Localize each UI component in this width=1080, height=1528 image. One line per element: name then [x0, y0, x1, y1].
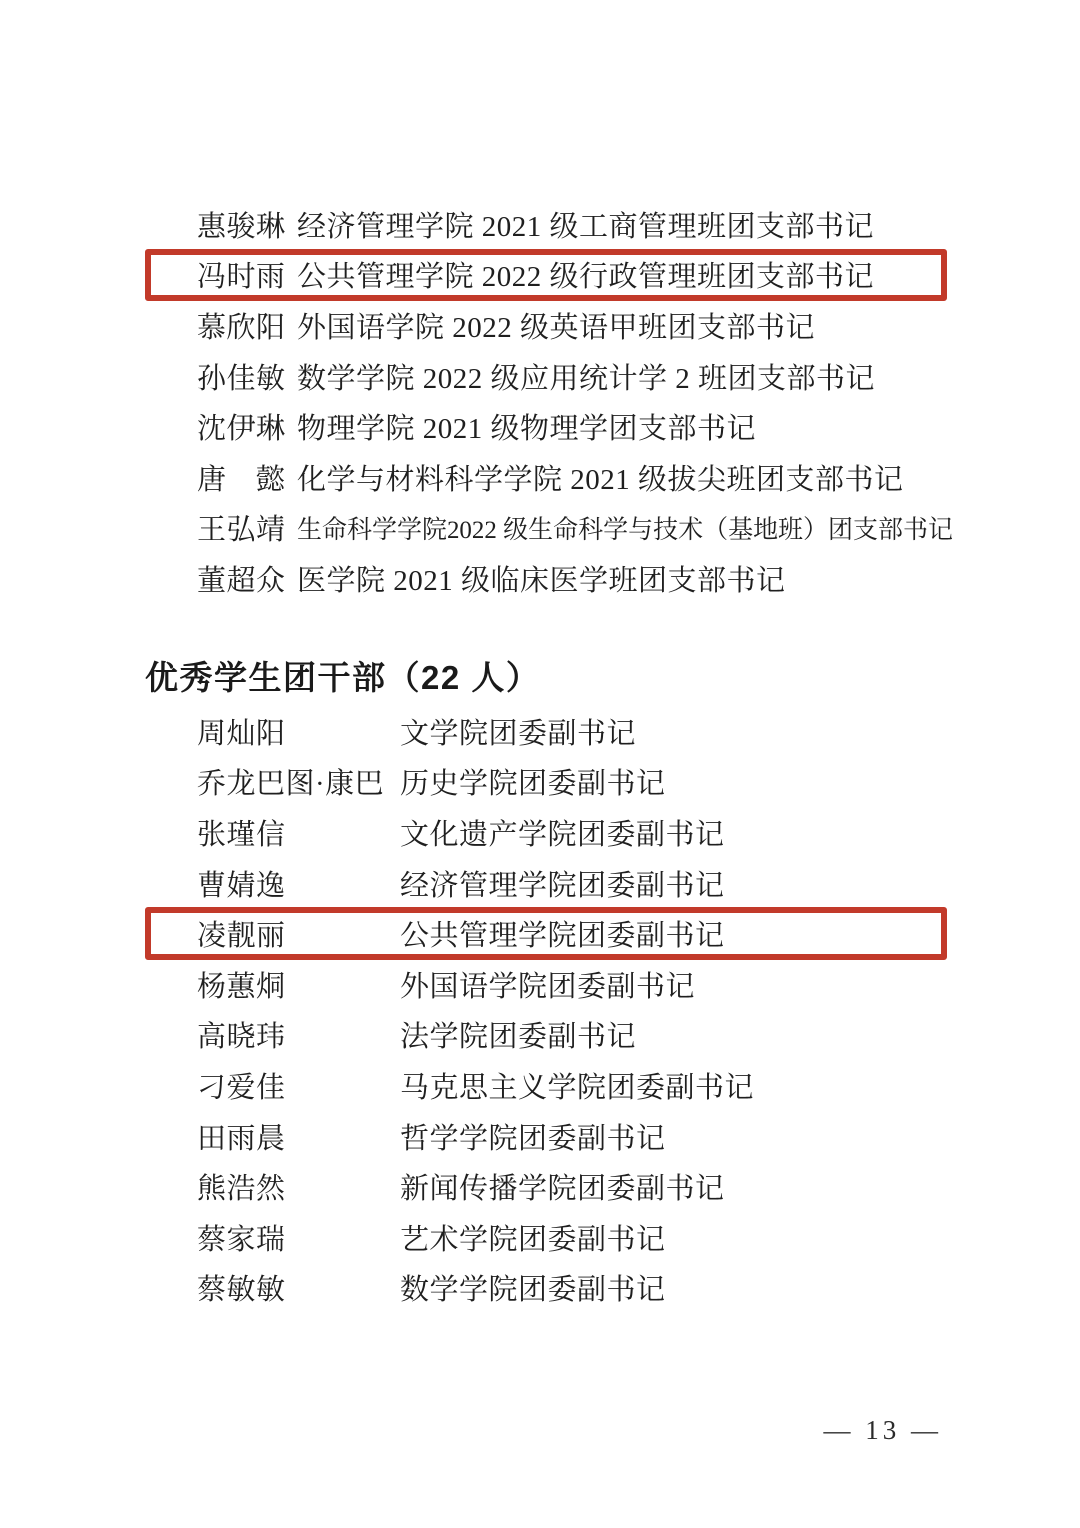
person-title: 经济管理学院团委副书记 [400, 869, 725, 902]
list-item [0, 1212, 1080, 1263]
person-title: 新闻传播学院团委副书记 [400, 1173, 725, 1206]
person-name: 王弘靖 [197, 514, 286, 547]
person-name: 熊浩然 [197, 1173, 286, 1206]
list-item [0, 452, 1080, 503]
list-item [0, 351, 1080, 402]
branch-secretary-list [0, 199, 1080, 604]
list-item [0, 959, 1080, 1010]
person-title: 生命科学学院2022 级生命科学与技术（基地班）团支部书记 [297, 514, 954, 544]
person-title: 经济管理学院 2021 级工商管理班团支部书记 [297, 210, 875, 243]
person-name: 刁爱佳 [197, 1071, 286, 1104]
league-cadre-list [0, 706, 1080, 1313]
list-item [0, 401, 1080, 452]
person-name: 高晓玮 [197, 1021, 286, 1054]
person-title: 医学院 2021 级临床医学班团支部书记 [297, 564, 786, 597]
person-title: 马克思主义学院团委副书记 [400, 1071, 755, 1104]
person-name: 沈伊琳 [197, 413, 286, 446]
person-title: 化学与材料科学学院 2021 级拔尖班团支部书记 [297, 463, 904, 496]
list-item [0, 858, 1080, 909]
list-item [0, 1263, 1080, 1314]
person-name: 杨蕙烔 [197, 970, 286, 1003]
person-title: 公共管理学院 2022 级行政管理班团支部书记 [297, 261, 875, 294]
list-item-highlighted [0, 250, 1080, 301]
person-title: 艺术学院团委副书记 [400, 1223, 666, 1256]
section-title: 优秀学生团干部（22 人） [145, 659, 541, 696]
person-name: 慕欣阳 [197, 311, 286, 344]
list-item [0, 1111, 1080, 1162]
person-title: 数学学院 2022 级应用统计学 2 班团支部书记 [297, 362, 876, 395]
list-item [0, 1060, 1080, 1111]
person-name: 唐 懿 [197, 463, 286, 496]
list-item [0, 757, 1080, 808]
person-title: 物理学院 2021 级物理学团支部书记 [297, 413, 757, 446]
person-name: 蔡家瑞 [197, 1223, 286, 1256]
list-item [0, 199, 1080, 250]
person-name: 孙佳敏 [197, 362, 286, 395]
list-item [0, 553, 1080, 604]
person-title: 公共管理学院团委副书记 [400, 920, 725, 953]
person-name: 惠骏琳 [197, 210, 286, 243]
person-name: 乔龙巴图·康巴 [197, 768, 385, 801]
person-name: 蔡敏敏 [197, 1274, 286, 1307]
list-item [0, 1010, 1080, 1061]
person-name: 田雨晨 [197, 1122, 286, 1155]
person-title: 历史学院团委副书记 [400, 768, 666, 801]
list-item [0, 706, 1080, 757]
list-item [0, 807, 1080, 858]
person-name: 周灿阳 [197, 717, 286, 750]
person-title: 外国语学院 2022 级英语甲班团支部书记 [297, 311, 816, 344]
person-name: 董超众 [197, 564, 286, 597]
person-title: 数学学院团委副书记 [400, 1274, 666, 1307]
person-title: 文化遗产学院团委副书记 [400, 818, 725, 851]
person-name: 冯时雨 [197, 261, 286, 294]
person-title: 法学院团委副书记 [400, 1021, 637, 1054]
list-item-highlighted [0, 908, 1080, 959]
person-title: 文学院团委副书记 [400, 717, 637, 750]
list-item [0, 1161, 1080, 1212]
person-title: 哲学学院团委副书记 [400, 1122, 666, 1155]
list-item [0, 503, 1080, 554]
person-title: 外国语学院团委副书记 [400, 970, 696, 1003]
list-item [0, 300, 1080, 351]
person-name: 张瑾信 [197, 818, 286, 851]
person-name: 曹婧逸 [197, 869, 286, 902]
page-number: — 13 — [823, 1415, 942, 1445]
person-name: 凌靓丽 [197, 920, 286, 953]
